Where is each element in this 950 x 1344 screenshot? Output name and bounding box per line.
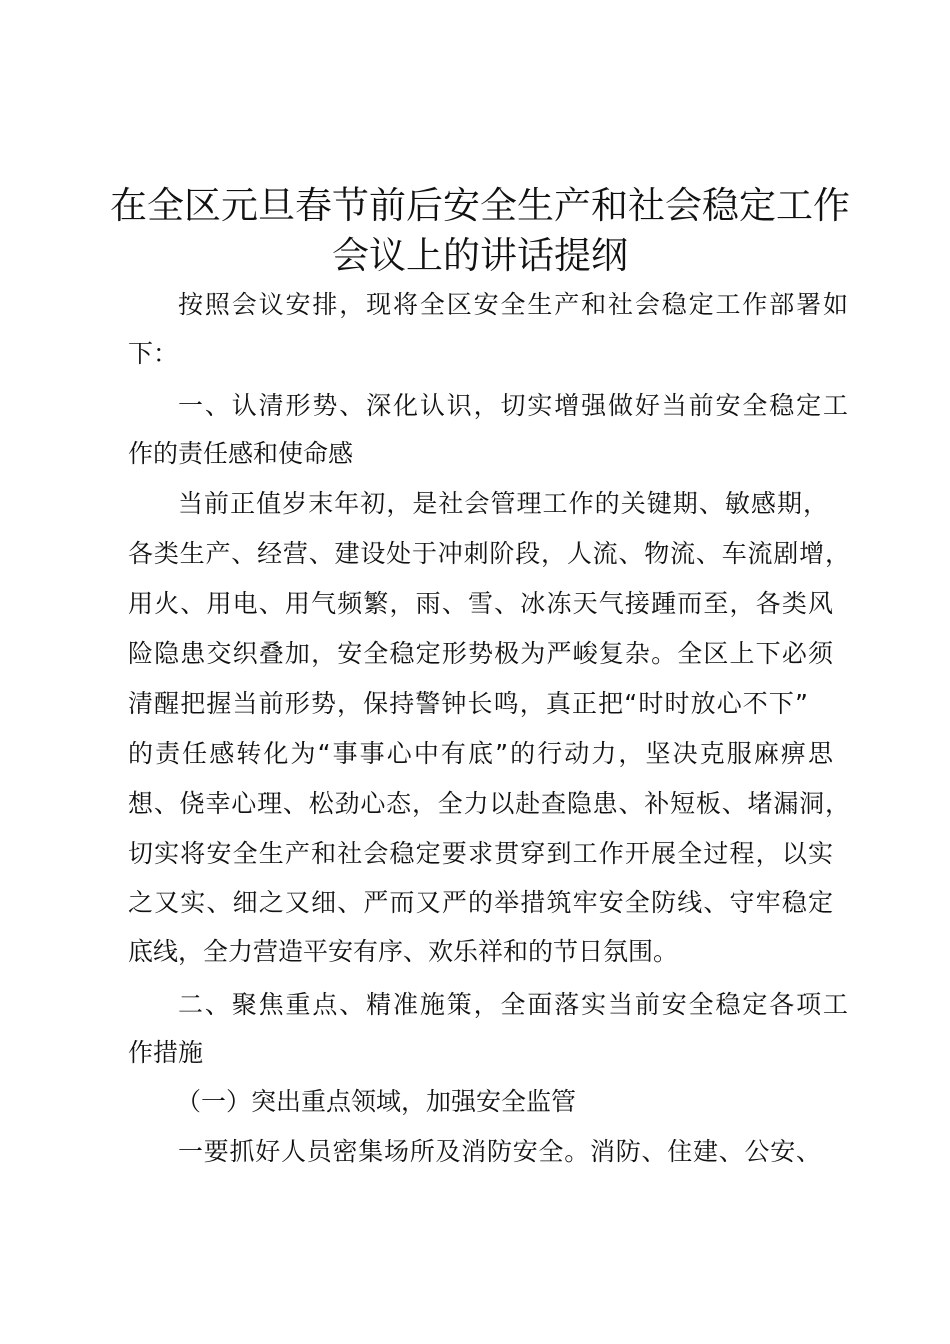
paragraph-body-line-2: 各类生产、经营、建设处于冲刺阶段，人流、物流、车流剧增， <box>128 539 850 568</box>
paragraph-body-line-6: 的责任感转化为“事事心中有底”的行动力，坚决克服麻痹思 <box>128 739 833 768</box>
document-title-line-1: 在全区元旦春节前后安全生产和社会稳定工作 <box>110 184 850 227</box>
paragraph-body-line-10: 底线，全力营造平安有序、欢乐祥和的节日氛围。 <box>128 937 679 966</box>
section-2-heading-line-1: 二、聚焦重点、精准施策，全面落实当前安全稳定各项工 <box>178 990 848 1019</box>
subsection-1-paragraph-line-1: 一要抓好人员密集场所及消防安全。消防、住建、公安、 <box>178 1137 821 1166</box>
paragraph-intro-line-1: 按照会议安排，现将全区安全生产和社会稳定工作部署如 <box>178 290 848 319</box>
paragraph-intro-line-2: 下： <box>128 339 179 368</box>
section-1-heading-line-1: 一、认清形势、深化认识，切实增强做好当前安全稳定工 <box>178 391 848 420</box>
paragraph-body-line-7: 想、侥幸心理、松劲心态，全力以赴查隐患、补短板、堵漏洞， <box>128 789 850 818</box>
document-title-line-2: 会议上的讲话提纲 <box>332 234 628 277</box>
paragraph-body-line-9: 之又实、细之又细、严而又严的举措筑牢安全防线、守牢稳定 <box>128 888 833 917</box>
paragraph-body-line-8: 切实将安全生产和社会稳定要求贯穿到工作开展全过程，以实 <box>128 839 833 868</box>
section-2-heading-line-2: 作措施 <box>128 1038 204 1067</box>
paragraph-body-line-5: 清醒把握当前形势，保持警钟长鸣，真正把“时时放心不下” <box>128 689 808 718</box>
section-1-heading-line-2: 作的责任感和使命感 <box>128 439 354 468</box>
paragraph-body-line-3: 用火、用电、用气频繁，雨、雪、冰冻天气接踵而至，各类风 <box>128 589 833 618</box>
paragraph-body-line-4: 险隐患交织叠加，安全稳定形势极为严峻复杂。全区上下必须 <box>128 639 833 668</box>
paragraph-body-line-1: 当前正值岁末年初，是社会管理工作的关键期、敏感期， <box>178 489 828 518</box>
subsection-1-heading: （一）突出重点领域，加强安全监管 <box>176 1087 577 1116</box>
